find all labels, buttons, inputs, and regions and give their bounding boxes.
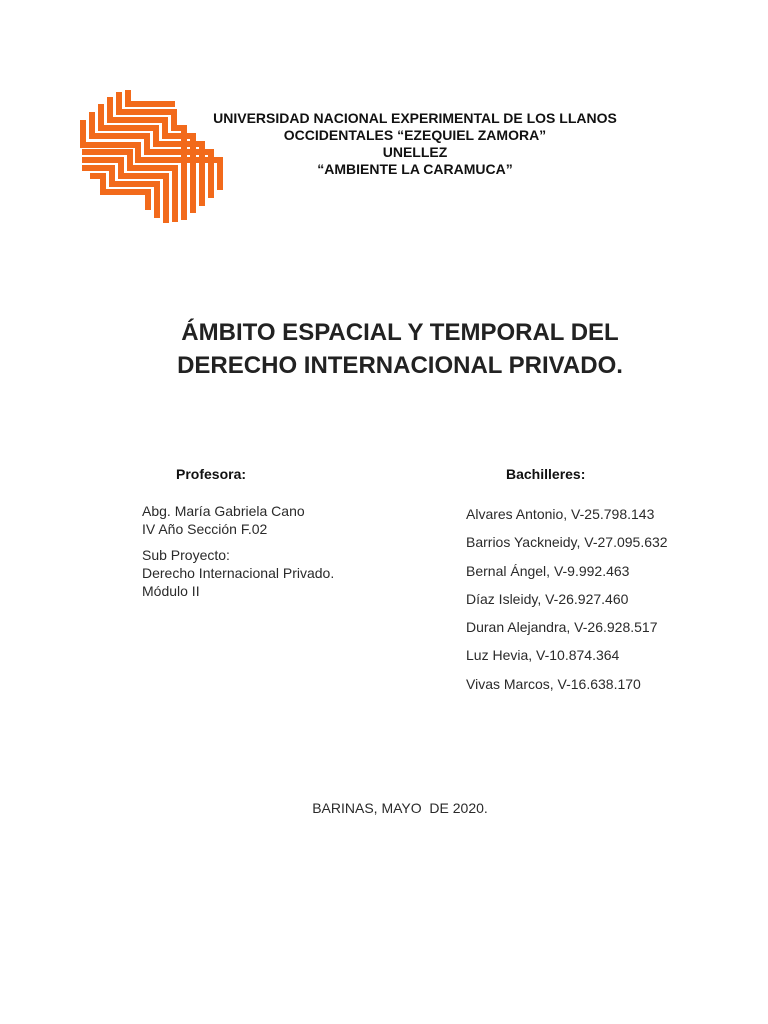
course-section: IV Año Sección F.02 <box>142 521 268 537</box>
subproject-label: Sub Proyecto: <box>142 547 230 563</box>
module-name: Módulo II <box>142 583 200 599</box>
university-name-line1: UNIVERSIDAD NACIONAL EXPERIMENTAL DE LOS LLANOS <box>213 110 617 126</box>
university-name-line2: OCCIDENTALES “EZEQUIEL ZAMORA” <box>283 127 547 143</box>
list-item: Bernal Ángel, V-9.992.463 <box>466 562 630 579</box>
professor-heading: Profesora: <box>176 466 247 482</box>
professor-name: Abg. María Gabriela Cano <box>142 503 305 519</box>
list-item: Alvares Antonio, V-25.798.143 <box>466 506 655 522</box>
university-header <box>180 110 650 178</box>
campus-name: “AMBIENTE LA CARAMUCA” <box>317 161 513 177</box>
list-item: Luz Hevia, V-10.874.364 <box>466 647 620 664</box>
list-item: Vivas Marcos, V-16.638.170 <box>466 675 641 692</box>
title-line2: DERECHO INTERNACIONAL PRIVADO. <box>177 352 623 379</box>
place-and-date: BARINAS, MAYO DE 2020. <box>312 800 488 816</box>
subproject-name: Derecho Internacional Privado. <box>142 565 335 581</box>
list-item: Díaz Isleidy, V-26.927.460 <box>466 590 629 607</box>
professor-info <box>142 502 422 600</box>
list-item: Barrios Yackneidy, V-27.095.632 <box>466 534 668 551</box>
document-title <box>100 316 700 382</box>
list-item: Duran Alejandra, V-26.928.517 <box>466 619 658 636</box>
students-list <box>466 505 756 703</box>
university-acronym: UNELLEZ <box>382 144 448 160</box>
title-line1: ÁMBITO ESPACIAL Y TEMPORAL DEL <box>181 319 619 346</box>
students-heading: Bachilleres: <box>506 466 586 482</box>
